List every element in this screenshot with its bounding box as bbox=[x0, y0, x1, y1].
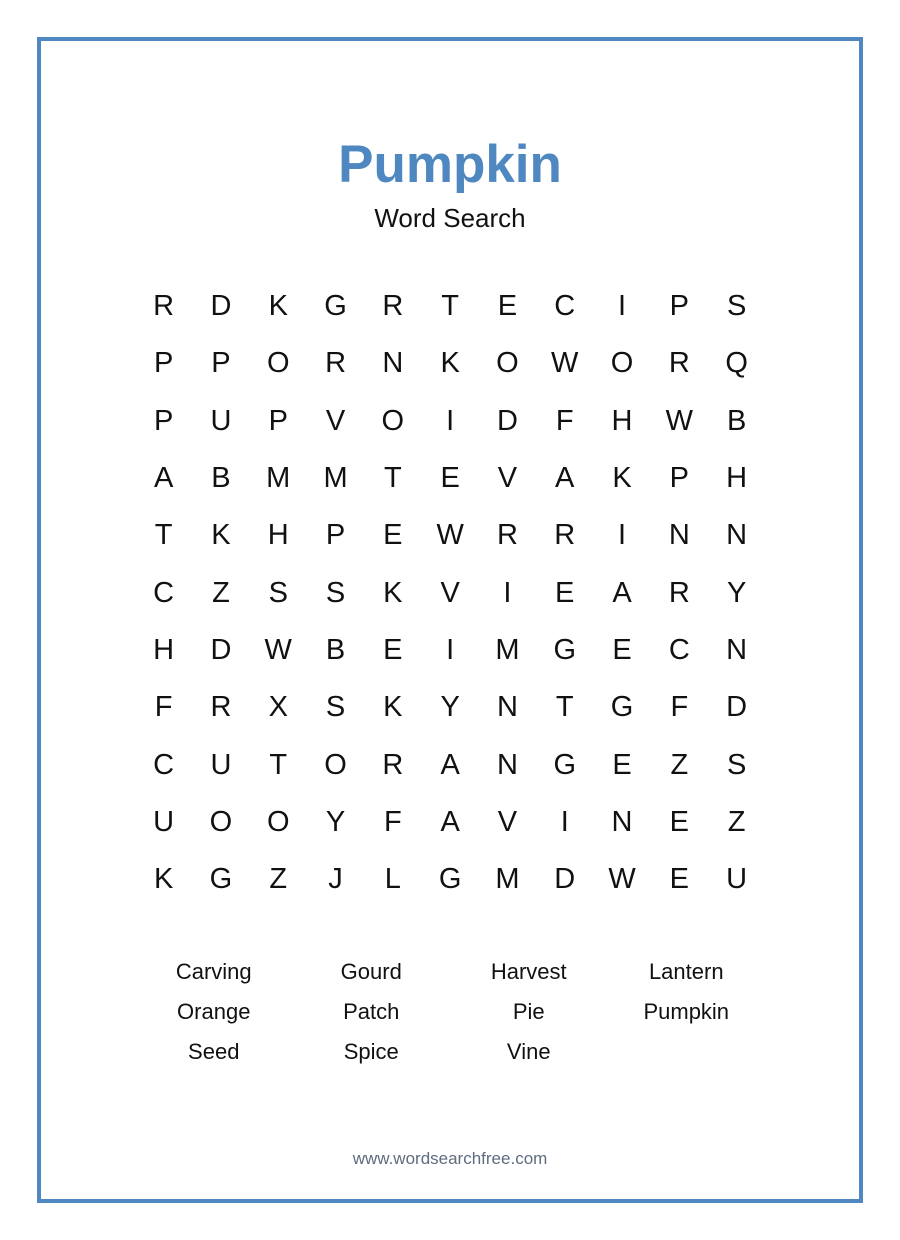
grid-letter: P bbox=[211, 347, 231, 380]
word-list-item: Orange bbox=[177, 999, 251, 1024]
grid-letter: K bbox=[440, 347, 460, 380]
word-list-item: Carving bbox=[175, 959, 252, 984]
grid-letter: O bbox=[266, 805, 290, 838]
grid-letter: A bbox=[440, 748, 460, 781]
grid-letter: R bbox=[210, 691, 232, 724]
word-list-item: Spice bbox=[343, 1039, 399, 1064]
grid-letter: M bbox=[323, 462, 348, 495]
grid-letter: N bbox=[496, 691, 518, 724]
grid-letter: H bbox=[611, 404, 633, 437]
grid-letter: W bbox=[665, 404, 693, 437]
grid-letter: I bbox=[446, 633, 455, 666]
grid-letter: A bbox=[555, 462, 575, 495]
word-list-item: Gourd bbox=[340, 959, 402, 984]
grid-letter: E bbox=[383, 519, 403, 552]
word-list-item: Seed bbox=[188, 1039, 240, 1064]
grid-letter: U bbox=[726, 863, 748, 896]
word-list-item: Patch bbox=[343, 999, 400, 1024]
grid-letter: T bbox=[383, 462, 402, 495]
grid-letter: V bbox=[440, 576, 460, 609]
grid-letter: Y bbox=[440, 691, 460, 724]
grid-letter: U bbox=[210, 404, 232, 437]
grid-letter: E bbox=[669, 863, 689, 896]
grid-letter: E bbox=[497, 290, 518, 323]
grid-letter: W bbox=[264, 633, 292, 666]
grid-letter: K bbox=[383, 691, 403, 724]
word-list bbox=[135, 952, 765, 1072]
grid-letter: K bbox=[268, 290, 288, 323]
grid-letter: H bbox=[726, 462, 748, 495]
grid-letter: O bbox=[496, 347, 519, 380]
grid-letter: T bbox=[441, 290, 459, 323]
grid-letter: K bbox=[612, 462, 632, 495]
grid-letter: O bbox=[324, 748, 347, 781]
grid-letter: B bbox=[325, 633, 346, 666]
grid-letter: T bbox=[555, 691, 574, 724]
grid-letter: Q bbox=[725, 347, 748, 380]
grid-letter: P bbox=[268, 404, 288, 437]
grid-letter: E bbox=[555, 576, 575, 609]
grid-letter: C bbox=[153, 576, 175, 609]
grid-letter: F bbox=[670, 691, 689, 724]
grid-letter: V bbox=[497, 805, 518, 838]
footer-url: www.wordsearchfree.com bbox=[352, 1149, 548, 1168]
grid-letter: B bbox=[211, 462, 231, 495]
grid-letter: P bbox=[153, 347, 174, 380]
grid-letter: G bbox=[209, 863, 233, 896]
grid-letter: P bbox=[669, 462, 689, 495]
grid-letter: G bbox=[438, 863, 462, 896]
grid-letter: H bbox=[267, 519, 289, 552]
grid-letter: E bbox=[440, 462, 460, 495]
word-list-item: Lantern bbox=[648, 959, 724, 984]
grid-letter: I bbox=[503, 576, 512, 609]
grid-letter: V bbox=[497, 462, 518, 495]
grid-letter: C bbox=[153, 748, 175, 781]
grid-letter: Z bbox=[727, 805, 746, 838]
grid-letter: I bbox=[446, 404, 455, 437]
grid-letter: F bbox=[154, 691, 173, 724]
grid-letter: B bbox=[726, 404, 747, 437]
grid-letter: I bbox=[560, 805, 569, 838]
puzzle-title: Pumpkin bbox=[338, 135, 562, 194]
grid-letter: N bbox=[611, 805, 633, 838]
grid-letter: M bbox=[495, 633, 520, 666]
grid-letter: I bbox=[617, 290, 627, 323]
grid-letter: R bbox=[325, 347, 347, 380]
grid-letter: D bbox=[210, 290, 232, 323]
grid-letter: C bbox=[668, 633, 690, 666]
letter-grid bbox=[135, 278, 765, 908]
grid-letter: E bbox=[612, 748, 632, 781]
grid-letter: T bbox=[154, 519, 173, 552]
grid-letter: P bbox=[325, 519, 346, 552]
grid-letter: S bbox=[325, 576, 346, 609]
grid-letter: I bbox=[617, 519, 627, 552]
grid-letter: R bbox=[382, 748, 404, 781]
grid-letter: O bbox=[209, 805, 233, 838]
grid-letter: Y bbox=[325, 805, 346, 838]
puzzle-subtitle: Word Search bbox=[374, 203, 526, 233]
grid-letter: A bbox=[153, 462, 174, 495]
grid-letter: C bbox=[554, 290, 576, 323]
grid-letter: G bbox=[553, 748, 576, 781]
grid-letter: E bbox=[612, 633, 632, 666]
grid-letter: P bbox=[669, 290, 689, 323]
grid-letter: N bbox=[668, 519, 690, 552]
grid-letter: O bbox=[610, 347, 634, 380]
grid-letter: W bbox=[436, 519, 464, 552]
grid-letter: D bbox=[726, 691, 748, 724]
grid-letter: Z bbox=[269, 863, 288, 896]
grid-letter: S bbox=[726, 748, 747, 781]
grid-letter: J bbox=[328, 863, 343, 896]
grid-letter: Z bbox=[670, 748, 689, 781]
grid-letter: W bbox=[608, 863, 636, 896]
grid-letter: S bbox=[726, 290, 747, 323]
grid-letter: D bbox=[554, 863, 576, 896]
grid-letter: Y bbox=[726, 576, 747, 609]
grid-letter: S bbox=[268, 576, 288, 609]
grid-letter: Z bbox=[212, 576, 230, 609]
grid-letter: G bbox=[324, 290, 347, 323]
word-list-item: Vine bbox=[506, 1039, 551, 1064]
word-list-item: Pie bbox=[512, 999, 545, 1024]
grid-letter: F bbox=[383, 805, 402, 838]
grid-letter: N bbox=[382, 347, 404, 380]
grid-letter: P bbox=[153, 404, 174, 437]
grid-letter: W bbox=[551, 347, 579, 380]
grid-letter: R bbox=[496, 519, 518, 552]
grid-letter: T bbox=[269, 748, 288, 781]
grid-letter: E bbox=[669, 805, 689, 838]
grid-letter: H bbox=[153, 633, 175, 666]
grid-letter: L bbox=[384, 863, 401, 896]
grid-letter: S bbox=[325, 691, 346, 724]
grid-letter: R bbox=[668, 576, 690, 609]
grid-letter: K bbox=[383, 576, 403, 609]
grid-letter: N bbox=[726, 519, 748, 552]
grid-letter: G bbox=[553, 633, 576, 666]
grid-letter: D bbox=[496, 404, 518, 437]
grid-letter: D bbox=[210, 633, 232, 666]
grid-letter: O bbox=[266, 347, 290, 380]
grid-letter: U bbox=[210, 748, 232, 781]
word-list-item: Harvest bbox=[490, 959, 567, 984]
grid-letter: M bbox=[495, 863, 520, 896]
grid-letter: X bbox=[268, 691, 288, 724]
grid-letter: N bbox=[496, 748, 518, 781]
grid-letter: A bbox=[612, 576, 632, 609]
grid-letter: R bbox=[153, 290, 175, 323]
grid-letter: E bbox=[383, 633, 403, 666]
grid-letter: G bbox=[610, 691, 634, 724]
grid-letter: R bbox=[382, 290, 404, 323]
grid-letter: R bbox=[554, 519, 576, 552]
grid-letter: M bbox=[266, 462, 291, 495]
grid-letter: F bbox=[555, 404, 574, 437]
grid-letter: A bbox=[440, 805, 460, 838]
word-list-item: Pumpkin bbox=[643, 999, 730, 1024]
grid-letter: N bbox=[726, 633, 748, 666]
grid-letter: R bbox=[668, 347, 690, 380]
grid-letter: K bbox=[153, 863, 174, 896]
grid-letter: U bbox=[153, 805, 175, 838]
grid-letter: V bbox=[325, 404, 346, 437]
grid-letter: O bbox=[381, 404, 405, 437]
grid-letter: K bbox=[211, 519, 231, 552]
